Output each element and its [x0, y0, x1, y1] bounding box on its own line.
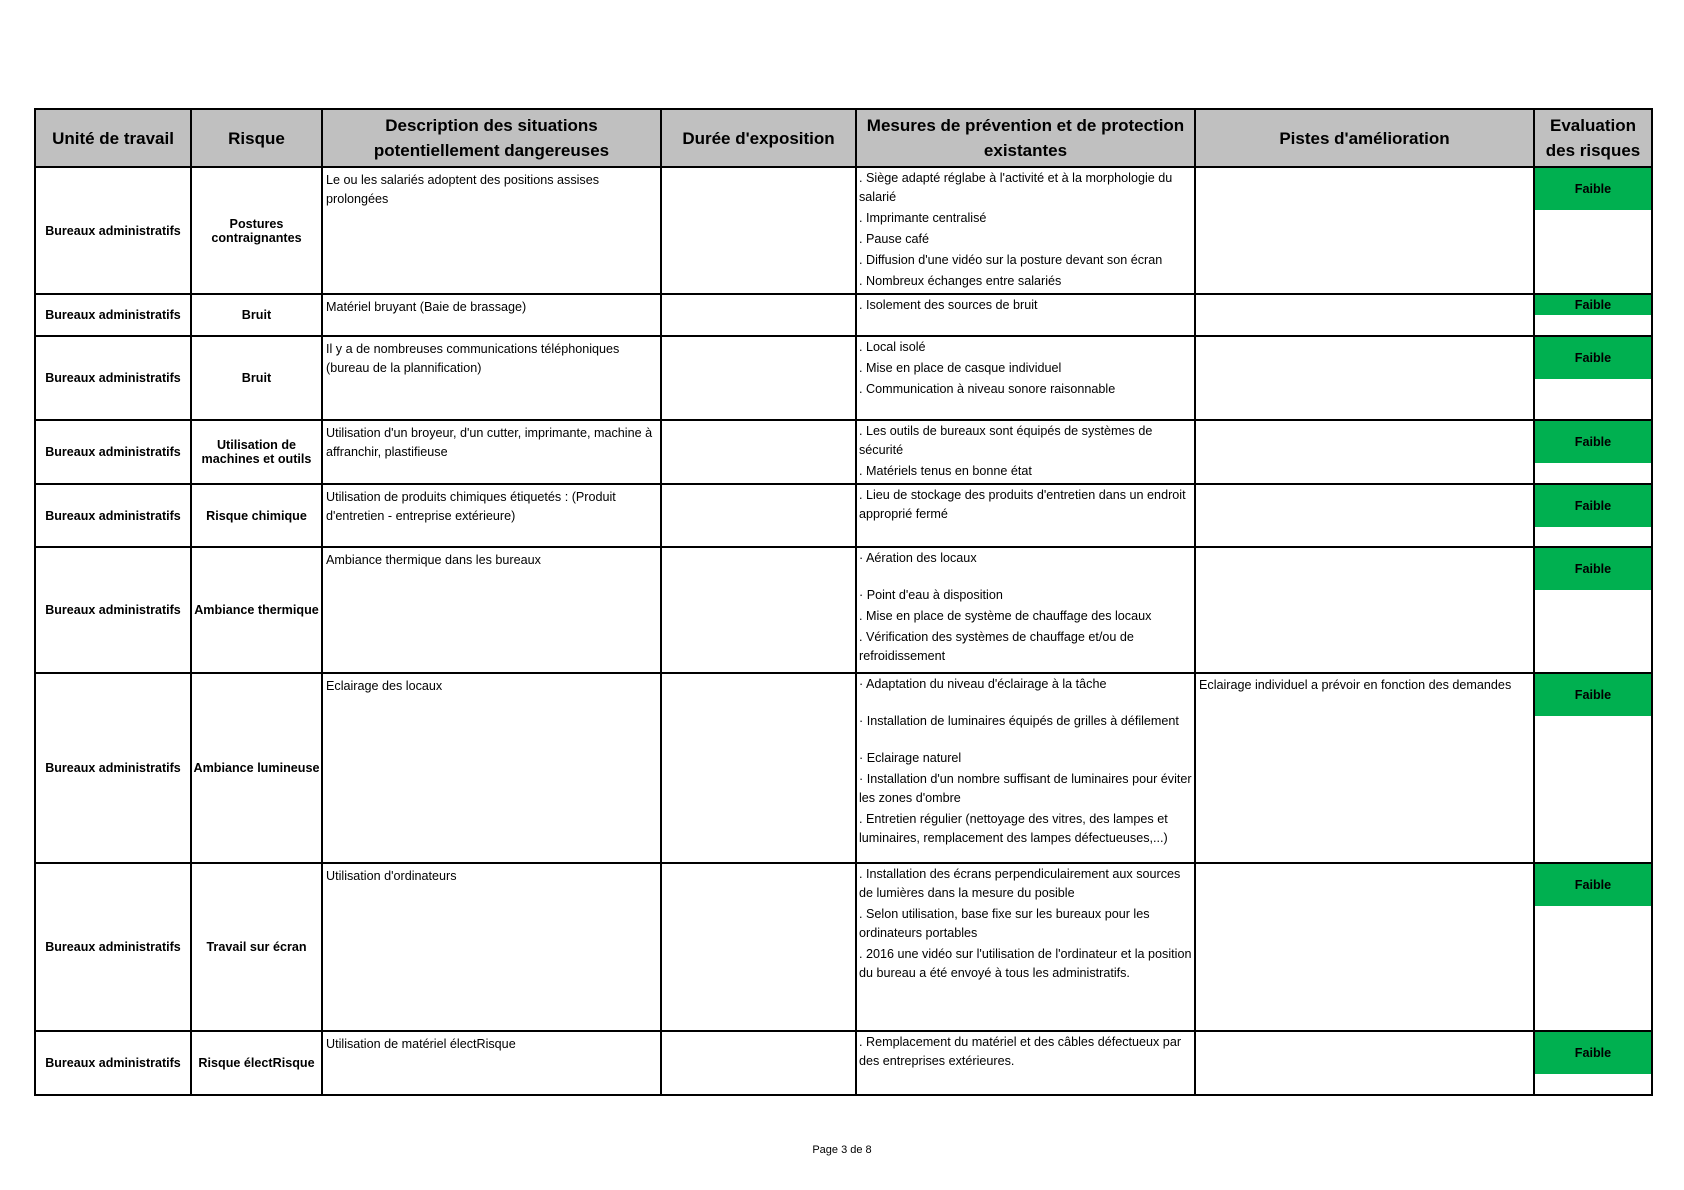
table-row [35, 1031, 1652, 1095]
cell-pistes: Eclairage individuel a prévoir en fonction des demandes [1195, 673, 1534, 863]
measure-item: . Pause café [859, 232, 930, 246]
measure-item: . Diffusion d'une vidéo sur la posture devant son écran [859, 253, 1163, 267]
header-pistes: Pistes d'amélioration [1195, 109, 1534, 167]
table-row [35, 420, 1652, 484]
header-duree: Durée d'exposition [661, 109, 856, 167]
cell-pistes [1195, 336, 1534, 420]
cell-unite: Bureaux administratifs [35, 294, 191, 336]
measure-item: . Communication à niveau sonore raisonnable [859, 382, 1116, 396]
cell-description: Eclairage des locaux [322, 673, 661, 863]
risk-level-badge: Faible [1535, 168, 1651, 210]
measure-item: . Selon utilisation, base fixe sur les bureaux pour les ordinateurs portables [859, 907, 1150, 940]
measure-item: · Aération des locaux [859, 551, 977, 565]
cell-evaluation [1534, 1031, 1652, 1095]
cell-mesures [856, 673, 1195, 863]
cell-risque: Bruit [191, 294, 322, 336]
measure-item: . Isolement des sources de bruit [859, 298, 1038, 312]
cell-evaluation [1534, 167, 1652, 294]
cell-evaluation [1534, 484, 1652, 547]
cell-unite: Bureaux administratifs [35, 863, 191, 1031]
measure-item: . Nombreux échanges entre salariés [859, 274, 1062, 288]
cell-description: Ambiance thermique dans les bureaux [322, 547, 661, 673]
table-row [35, 484, 1652, 547]
cell-pistes [1195, 863, 1534, 1031]
header-description: Description des situations potentiellement dangereuses [322, 109, 661, 167]
measure-item: . Matériels tenus en bonne état [859, 464, 1032, 478]
measure-item: · Installation d'un nombre suffisant de luminaires pour éviter les zones d'ombre [859, 772, 1192, 805]
cell-pistes [1195, 484, 1534, 547]
cell-mesures [856, 547, 1195, 673]
risk-level-badge: Faible [1535, 421, 1651, 463]
cell-risque: Postures contraignantes [191, 167, 322, 294]
cell-mesures [856, 420, 1195, 484]
cell-evaluation [1534, 294, 1652, 336]
cell-duree [661, 863, 856, 1031]
cell-evaluation [1534, 547, 1652, 673]
measure-item: . Vérification des systèmes de chauffage et/ou de refroidissement [859, 630, 1134, 663]
measure-item: . Imprimante centralisé [859, 211, 987, 225]
cell-evaluation [1534, 336, 1652, 420]
cell-pistes [1195, 1031, 1534, 1095]
measure-item: · Adaptation du niveau d'éclairage à la tâche [859, 677, 1107, 691]
measure-item: . Les outils de bureaux sont équipés de systèmes de sécurité [859, 424, 1153, 457]
cell-description: Il y a de nombreuses communications téléphoniques (bureau de la plannification) [322, 336, 661, 420]
cell-description: Le ou les salariés adoptent des positions assises prolongées [322, 167, 661, 294]
measure-item: . Mise en place de système de chauffage des locaux [859, 609, 1152, 623]
cell-risque: Utilisation de machines et outils [191, 420, 322, 484]
cell-duree [661, 484, 856, 547]
table-row [35, 294, 1652, 336]
table-row [35, 863, 1652, 1031]
cell-unite: Bureaux administratifs [35, 673, 191, 863]
table-row [35, 673, 1652, 863]
cell-mesures [856, 336, 1195, 420]
header-unite: Unité de travail [35, 109, 191, 167]
cell-unite: Bureaux administratifs [35, 336, 191, 420]
cell-unite: Bureaux administratifs [35, 484, 191, 547]
measure-item: . Remplacement du matériel et des câbles défectueux par des entreprises extérieures. [859, 1035, 1182, 1068]
measure-item: . Local isolé [859, 340, 926, 354]
cell-evaluation [1534, 420, 1652, 484]
measure-item: · Installation de luminaires équipés de grilles à défilement [859, 714, 1179, 728]
cell-duree [661, 673, 856, 863]
measure-item: . Installation des écrans perpendiculairement aux sources de lumières dans la mesure du posible [859, 867, 1181, 900]
cell-description: Utilisation de matériel électRisque [322, 1031, 661, 1095]
risk-assessment-table-wrapper [34, 108, 1651, 1096]
measure-item: . Entretien régulier (nettoyage des vitres, des lampes et luminaires, remplacement des lampes défectueuses,...) [859, 812, 1168, 845]
cell-risque: Risque électRisque [191, 1031, 322, 1095]
cell-duree [661, 294, 856, 336]
risk-level-badge: Faible [1535, 295, 1651, 315]
header-risque: Risque [191, 109, 322, 167]
measure-item: · Point d'eau à disposition [859, 588, 1003, 602]
cell-pistes [1195, 420, 1534, 484]
cell-unite: Bureaux administratifs [35, 167, 191, 294]
cell-mesures [856, 294, 1195, 336]
risk-level-badge: Faible [1535, 548, 1651, 590]
table-row [35, 336, 1652, 420]
measure-item: · Eclairage naturel [859, 751, 962, 765]
cell-mesures [856, 484, 1195, 547]
cell-mesures [856, 1031, 1195, 1095]
risk-level-badge: Faible [1535, 1032, 1651, 1074]
cell-duree [661, 420, 856, 484]
header-mesures: Mesures de prévention et de protection existantes [856, 109, 1195, 167]
cell-pistes [1195, 547, 1534, 673]
cell-risque: Risque chimique [191, 484, 322, 547]
cell-evaluation [1534, 863, 1652, 1031]
cell-description: Utilisation de produits chimiques étiquetés : (Produit d'entretien - entreprise extérieure) [322, 484, 661, 547]
cell-mesures [856, 167, 1195, 294]
cell-description: Utilisation d'un broyeur, d'un cutter, imprimante, machine à affranchir, plastifieuse [322, 420, 661, 484]
cell-unite: Bureaux administratifs [35, 1031, 191, 1095]
measure-item: . Siège adapté réglabe à l'activité et à la morphologie du salarié [859, 171, 1173, 204]
cell-risque: Bruit [191, 336, 322, 420]
cell-description: Matériel bruyant (Baie de brassage) [322, 294, 661, 336]
risk-level-badge: Faible [1535, 674, 1651, 716]
measure-item: . Lieu de stockage des produits d'entretien dans un endroit approprié fermé [859, 488, 1186, 521]
risk-level-badge: Faible [1535, 485, 1651, 527]
page-footer: Page 3 de 8 [812, 1144, 872, 1156]
table-row [35, 167, 1652, 294]
measure-item: . Mise en place de casque individuel [859, 361, 1062, 375]
cell-unite: Bureaux administratifs [35, 420, 191, 484]
cell-pistes [1195, 294, 1534, 336]
header-evaluation: Evaluation des risques [1534, 109, 1652, 167]
cell-duree [661, 336, 856, 420]
risk-level-badge: Faible [1535, 864, 1651, 906]
cell-duree [661, 167, 856, 294]
cell-description: Utilisation d'ordinateurs [322, 863, 661, 1031]
header-row [35, 109, 1652, 167]
risk-assessment-table [34, 108, 1653, 1096]
cell-duree [661, 1031, 856, 1095]
cell-evaluation [1534, 673, 1652, 863]
risk-level-badge: Faible [1535, 337, 1651, 379]
cell-mesures [856, 863, 1195, 1031]
cell-unite: Bureaux administratifs [35, 547, 191, 673]
measure-item: . 2016 une vidéo sur l'utilisation de l'ordinateur et la position du bureau a été envoyé à tous les administratifs. [859, 947, 1192, 980]
cell-risque: Ambiance thermique [191, 547, 322, 673]
cell-risque: Travail sur écran [191, 863, 322, 1031]
cell-duree [661, 547, 856, 673]
table-row [35, 547, 1652, 673]
cell-pistes [1195, 167, 1534, 294]
cell-risque: Ambiance lumineuse [191, 673, 322, 863]
